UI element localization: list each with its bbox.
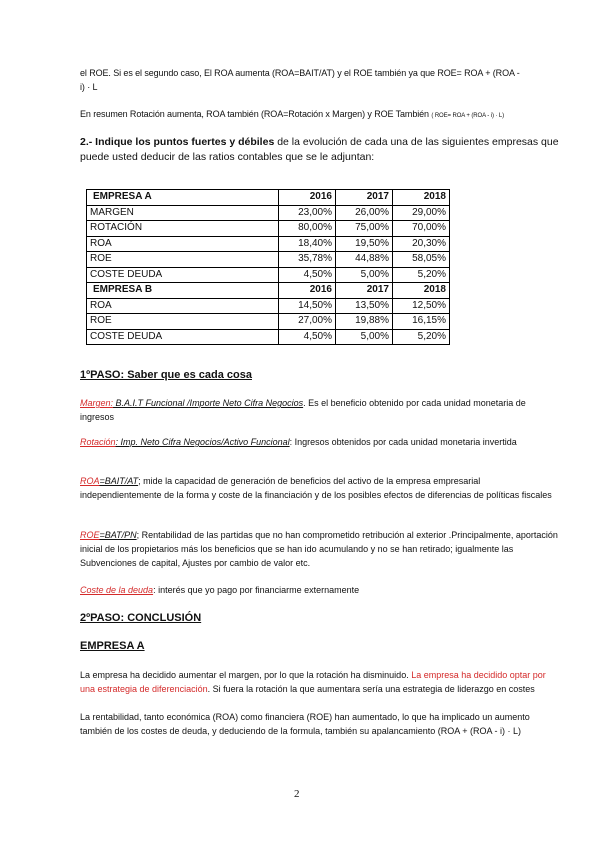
summary-text: En resumen Rotación aumenta, ROA también (ROA=Rotación x Margen) y ROE También — [80, 109, 429, 119]
page-number: 2 — [294, 788, 300, 800]
value-cell: 19,88% — [336, 314, 393, 330]
table-header-b — [87, 283, 450, 299]
question-2-bold: 2.- Indique los puntos fuertes y débiles — [80, 136, 275, 148]
def-roa — [80, 474, 560, 502]
value-cell: 5,00% — [336, 329, 393, 345]
roa-desc: ; mide la capacidad de generación de beneficios del activo de la empresa empresarial independientemente de la forma y coste de la financiación y de los posibles efectos de diferencias de políticas fiscales — [80, 476, 552, 500]
table-row — [87, 236, 450, 252]
value-cell: 19,50% — [336, 236, 393, 252]
value-cell: 35,78% — [279, 252, 336, 268]
question-2-text: de la evolución de cada una de las siguientes empresas que puede usted deducir de las ratios contables que se le adjuntan: — [80, 136, 559, 163]
roe-term: ROE — [80, 530, 100, 540]
value-cell: 12,50% — [393, 298, 450, 314]
margen-term: Margen: — [80, 398, 114, 408]
value-cell: 23,00% — [279, 205, 336, 221]
value-cell: 13,50% — [336, 298, 393, 314]
def-roe — [80, 528, 560, 570]
conclusion-paragraph-2: La rentabilidad, tanto económica (ROA) como financiera (ROE) han aumentado, lo que ha implicado un aumento también de los costes de deuda, y deduciendo de la formula, también su apalancamiento (ROA + (ROA - i) · L) — [80, 712, 530, 736]
value-cell: 5,20% — [393, 267, 450, 283]
value-cell: 2018 — [393, 283, 450, 299]
row-label-cell: EMPRESA B — [87, 283, 279, 299]
step-1-title: 1ºPASO: Saber que es cada cosa — [80, 369, 252, 381]
table-row — [87, 252, 450, 268]
conclusion-1b: . Si fuera la rotación la que aumentara sería una estrategia de liderazgo en costes — [207, 684, 535, 694]
empresa-a-subtitle: EMPRESA A — [80, 640, 145, 652]
value-cell: 14,50% — [279, 298, 336, 314]
value-cell: 2017 — [336, 283, 393, 299]
intro-paragraph — [80, 66, 560, 94]
value-cell: 58,05% — [393, 252, 450, 268]
value-cell: 27,00% — [279, 314, 336, 330]
value-cell: 16,15% — [393, 314, 450, 330]
roe-desc: ; Rentabilidad de las partidas que no han comprometido retribución al exterior .Principalmente, aportación inicial de los propietarios más los beneficios que se han ido acumulando y no se han retirado; igualmente las Subvenciones de capital, Ajustes por cambio de valor etc. — [80, 530, 558, 568]
def-rotacion — [80, 435, 560, 449]
value-cell: 80,00% — [279, 221, 336, 237]
intro-line-1: el ROE. Si es el segundo caso, El ROA aumenta (ROA=BAIT/AT) y el ROE también ya que ROE= ROA + (ROA - — [80, 68, 520, 78]
ratios-table — [86, 189, 450, 345]
margen-formula: B.A.I.T Funcional /Importe Neto Cifra Negocios — [113, 398, 304, 408]
row-label-cell: ROTACIÓN — [87, 221, 279, 237]
row-label-cell: MARGEN — [87, 205, 279, 221]
row-label-cell: COSTE DEUDA — [87, 267, 279, 283]
row-label-cell: EMPRESA A — [87, 190, 279, 206]
roa-term: ROA — [80, 476, 100, 486]
conclusion-paragraph-1 — [80, 668, 560, 696]
intro-line-2: i) · L — [80, 82, 98, 92]
rotacion-term: Rotación — [80, 437, 116, 447]
value-cell: 4,50% — [279, 267, 336, 283]
margen-desc: . Es el beneficio obtenido por cada unidad monetaria de ingresos — [80, 398, 526, 422]
value-cell: 5,00% — [336, 267, 393, 283]
row-label-cell: ROA — [87, 298, 279, 314]
value-cell: 75,00% — [336, 221, 393, 237]
table-row — [87, 329, 450, 345]
rotacion-formula: : Imp. Neto Cifra Negocios/Activo Funcional — [115, 437, 290, 447]
table-row — [87, 205, 450, 221]
value-cell: 44,88% — [336, 252, 393, 268]
rotacion-desc: : Ingresos obtenidos por cada unidad monetaria invertida — [289, 437, 517, 447]
value-cell: 18,40% — [279, 236, 336, 252]
table-row — [87, 221, 450, 237]
table-header-a — [87, 190, 450, 206]
roa-formula: =BAIT/AT — [99, 476, 139, 486]
table-row — [87, 298, 450, 314]
value-cell: 4,50% — [279, 329, 336, 345]
conclusion-1a: La empresa ha decidido aumentar el margen, por lo que la rotación ha disminuido. — [80, 670, 412, 680]
def-margen — [80, 396, 560, 424]
value-cell: 2016 — [279, 283, 336, 299]
table-row — [87, 267, 450, 283]
row-label-cell: ROE — [87, 252, 279, 268]
value-cell: 2016 — [279, 190, 336, 206]
conclusion-1-highlight: La empresa ha decidido optar por una estrategia de diferenciación — [80, 670, 546, 694]
row-label-cell: COSTE DEUDA — [87, 329, 279, 345]
row-label-cell: ROA — [87, 236, 279, 252]
value-cell: 2017 — [336, 190, 393, 206]
value-cell: 26,00% — [336, 205, 393, 221]
summary-paragraph — [80, 107, 560, 123]
value-cell: 5,20% — [393, 329, 450, 345]
def-coste-deuda — [80, 583, 560, 597]
step-2-title: 2ºPASO: CONCLUSIÓN — [80, 612, 202, 624]
question-2 — [80, 135, 560, 165]
table-row — [87, 314, 450, 330]
coste-term: Coste de la deuda — [80, 585, 154, 595]
row-label-cell: ROE — [87, 314, 279, 330]
value-cell: 70,00% — [393, 221, 450, 237]
value-cell: 2018 — [393, 190, 450, 206]
summary-formula: ( ROE= ROA + (ROA - i) · L) — [431, 113, 505, 119]
coste-desc: : interés que yo pago por financiarme externamente — [153, 585, 360, 595]
roe-formula: =BAT/PN — [99, 530, 137, 540]
value-cell: 29,00% — [393, 205, 450, 221]
value-cell: 20,30% — [393, 236, 450, 252]
